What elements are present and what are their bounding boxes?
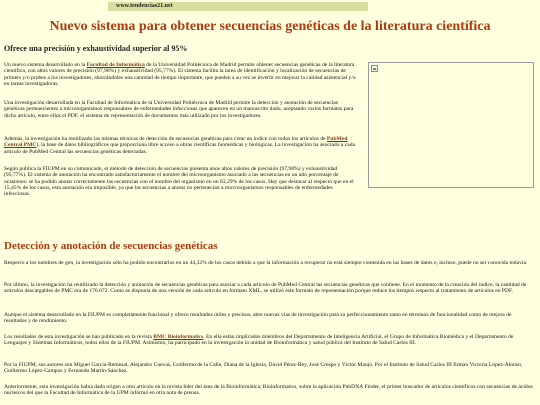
paragraph-previous-work: Anteriormente, esta investigación había dado origen a otro artículo en la revista líder del área de la Bioinformática, Bioinformatics, sobre la aplicación PubDNA Finder, el primer buscador de artículos científicos con secuencias de ácidos nucleicos del que la Facultad de Informática de la UPM informó en otra nota de prensa. xyxy=(4,384,533,397)
paragraph-pmc-index: Por último, la investigación ha reutilizado la detección y anotación de secuencias genéticas para asociar a cada artículo de PubMed Central las secuencias genéticas que contiene. En el momento de la creación del índice, la cantidad de artículos descargables de PMC era de 176.672. Como se disponía de una versión de cada artículo en formato XML, se utilizó este formato de representación porque reduce los tiempos respecto al tratamiento de artículos en PDF. xyxy=(4,282,527,295)
paragraph-text: Los resultados de esta investigación se han publicado en la revista xyxy=(4,334,154,340)
facultad-informatica-link[interactable]: Facultad de Informática xyxy=(86,62,145,68)
paragraph-results: Según publica la FIUPM en su comunicado, el método de detección de secuencias presenta unos altos valores de precisión (97,98%) y exhaustividad (95,77%). El sistema de anotación ha encontrado satisfactoriamente el nombre del microorganismo asociado a las secuencias en un alto porcentaje de ocasiones: se ha podido anotar correctamente las secuencias con el nombre del organismo en un 83,29% de los casos. Hay que destacar al respecto que en el 15,45% de los casos, esta anotación era imposible, ya que las secuencias a anotar no pertenecían a microorganismos responsables de enfermedades infecciosas. xyxy=(4,166,354,198)
paragraph-text: ), la base de datos bibliográficos que proporciona libre acceso a obras científicas biomédicas y biológicas. La investigación ha asociado a cada artículo de PubMed Central las secuencias genéticas detectadas. xyxy=(4,142,356,155)
article-subtitle: Ofrece una precisión y exhaustividad superior al 95% xyxy=(4,44,188,53)
broken-image-icon xyxy=(371,65,378,72)
site-url[interactable]: www.tendencias21.net xyxy=(116,3,173,9)
paragraph-gene-names: Respecto a los nombres de gen, la investigación sólo ha podido encontrarlos en un 44,32% de los casos debido a que la información a recuperar no está siempre contenida en las bases de datos e, incluso, puede no ser conocida todavía. xyxy=(4,260,528,266)
paragraph-publication xyxy=(4,334,534,347)
paragraph-intro xyxy=(4,62,358,87)
paragraph-future-work: Aunque el sistema desarrollado en la FIUPM es completamente funcional y ofrece resultados útiles y precisos, abre nuevas vías de investigación para su perfeccionamiento tanto en términos de funcionalidad como de mejora de resultados y de rendimiento. xyxy=(4,312,512,325)
paragraph-text: . En ella están implicados miembros del Departamento de Inteligencia Artificial, el Grupo de Informática Biomédica y el Departamento de Lenguajes y Sistemas Informáticos, todos ellos de la FIUPM. Asimismo, ha participado en la investigación la unidad de Bioinformática y salud pública del Instituto de Salud Carlos III. xyxy=(4,334,514,347)
article-image xyxy=(368,62,534,188)
paragraph-authors: Por la FIUPM, sus autores son Miguel García-Remesal, Alejandro Cuevas, Guillermo de la Calle, Diana de la Iglesia, David Pérez-Rey, José Crespo y Víctor Maojo. Por el Instituto de Salud Carlos III firman Victoria López-Alonso, Guillermo López-Campos y Fernando Martín-Sánchez. xyxy=(4,362,523,375)
paragraph-index xyxy=(4,136,358,155)
bmc-bioinformatics-link[interactable]: BMC Bioinformatics xyxy=(153,334,204,340)
site-header-bar[interactable] xyxy=(108,2,368,11)
article-title: Nuevo sistema para obtener secuencias genéticas de la literatura científica xyxy=(49,19,491,34)
paragraph-text: Un nuevo sistema desarrollado en la xyxy=(4,62,87,68)
paragraph-text: de la Universidad Politécnica de Madrid permite obtener secuencias genéticas de la literatura científica, con altos valores de precisión (97,98%) y exhaustividad (95,77%). El sistema facilita la tarea de identificación y localización de secuencias de primers y/o probes a los investigadores, ahorrándoles una cantidad de tiempo importante, que pueden a su vez se invertir en mejorar la calidad asistencial y/o en tareas investigadoras. xyxy=(4,62,356,87)
paragraph-text: Además, la investigación ha reutilizado las mismas técnicas de detección de secuencias genéticas para crear un índice con todos los artículos de xyxy=(4,136,327,142)
paragraph-detection: Una investigación desarrollada en la Facultad de Informática de la Universidad Politécnica de Madrid permite la detección y anotación de secuencias genéticas pertenecientes a microorganismos responsables de enfermedades infecciosas que aparecen en un manuscrito dado, aceptando varios formatos para dicho artículo, entre ellos el PDF, el sistema de representación de documentos más utilizado por los investigadores. xyxy=(4,100,354,119)
pubmed-central-link[interactable]: PubMed Central PMC xyxy=(4,136,348,149)
section-heading: Detección y anotación de secuencias genéticas xyxy=(4,240,218,252)
